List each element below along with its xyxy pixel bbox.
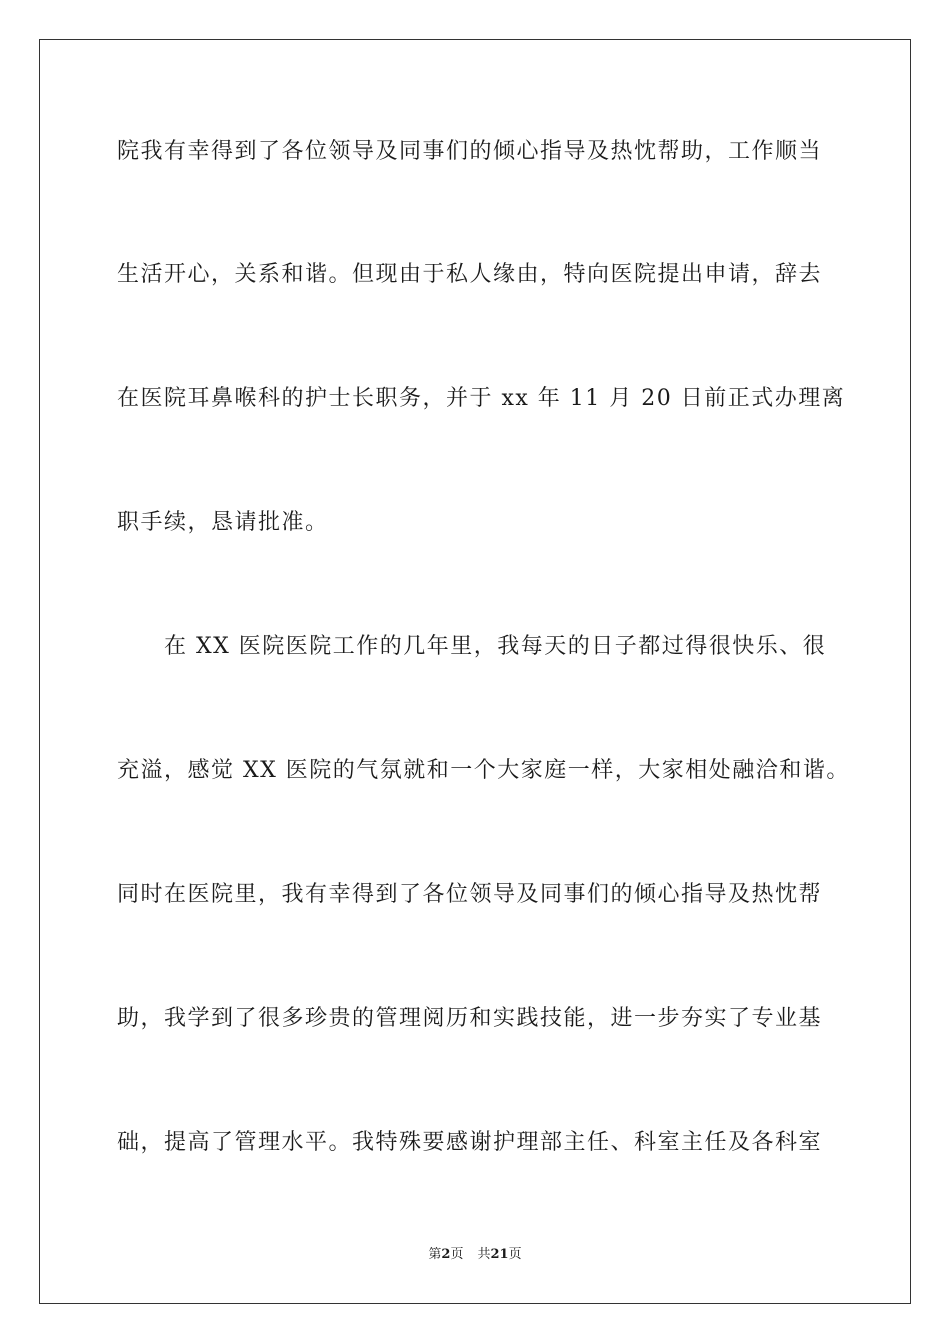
paragraph-start-line: 在 XX 医院医院工作的几年里，我每天的日子都过得很快乐、很 — [164, 634, 827, 659]
page-border — [39, 39, 911, 1304]
total-page-count: 21 — [490, 1247, 509, 1262]
total-label-prefix: 共 — [477, 1247, 491, 1262]
page-footer — [0, 1246, 950, 1264]
text-line: 生活开心，关系和谐。但现由于私人缘由，特向医院提出申请，辞去 — [117, 262, 823, 287]
text-line: 在医院耳鼻喉科的护士长职务，并于 xx 年 11 月 20 日前正式办理离 — [117, 386, 846, 411]
total-label-suffix: 页 — [508, 1247, 522, 1262]
text-line: 充溢，感觉 XX 医院的气氛就和一个大家庭一样，大家相处融洽和谐。 — [117, 758, 850, 783]
text-line: 院我有幸得到了各位领导及同事们的倾心指导及热忱帮助，工作顺当 — [117, 139, 823, 164]
text-line: 助，我学到了很多珍贵的管理阅历和实践技能，进一步夯实了专业基 — [117, 1006, 823, 1031]
text-line: 础，提高了管理水平。我特殊要感谢护理部主任、科室主任及各科室 — [117, 1130, 823, 1155]
text-line: 同时在医院里，我有幸得到了各位领导及同事们的倾心指导及热忱帮 — [117, 882, 823, 907]
page-label-prefix: 第 — [428, 1247, 442, 1262]
current-page-number: 2 — [441, 1247, 451, 1262]
page-label-suffix: 页 — [450, 1247, 464, 1262]
text-line: 职手续，恳请批准。 — [117, 510, 329, 535]
